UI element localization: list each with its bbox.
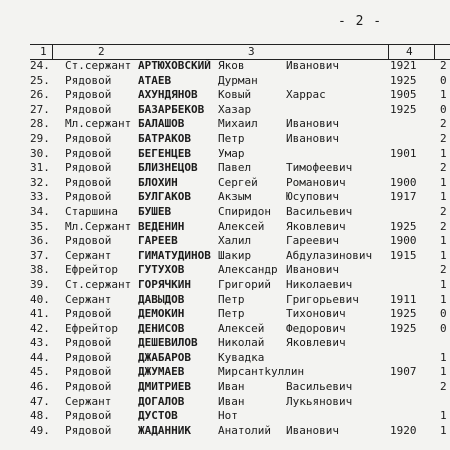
row-first-name: Кувадка [218, 350, 265, 364]
row-number: 24. [30, 59, 50, 72]
row-surname: ДУСТОВ [138, 409, 178, 423]
table-row [0, 248, 450, 263]
row-first-name: Петр [218, 307, 245, 321]
row-rank: Рядовой [65, 234, 112, 248]
row-rank: Старшина [65, 204, 118, 218]
row-number: 43. [30, 336, 50, 350]
row-first-name: Петр [218, 292, 245, 306]
row-surname: БАЗАРБЕКОВ [138, 102, 205, 116]
row-surname: ДМИТРИЕВ [138, 380, 191, 394]
row-surname: БУЛГАКОВ [138, 190, 191, 204]
row-rank: Рядовой [65, 102, 112, 116]
row-birth-year: 1915 [390, 248, 417, 262]
row-surname: ГАРЕЕВ [138, 234, 178, 248]
row-first-name: Александр [218, 263, 278, 277]
row-rank: Ефрейтор [65, 321, 118, 335]
row-number: 49. [30, 423, 50, 437]
row-rank: Мл.сержант [65, 117, 132, 131]
row-birth-year: 1925 [390, 321, 417, 335]
row-patronymic: Тимофеевич [286, 161, 353, 175]
row-rank: Рядовой [65, 307, 112, 321]
row-surname: ДАВЫДОВ [138, 292, 185, 306]
row-surname: БАЛАШОВ [138, 117, 185, 131]
row-number: 44. [30, 350, 50, 364]
row-rank: Рядовой [65, 350, 112, 364]
row-birth-year: 1925 [390, 73, 417, 87]
row-surname: БЛОХИН [138, 175, 178, 189]
row-number: 25. [30, 73, 50, 87]
row-number: 31. [30, 161, 50, 175]
row-first-name: Михаил [218, 117, 258, 131]
row-last-column: 2 [440, 380, 447, 394]
header-col-4: 4 [406, 45, 413, 58]
row-last-column: 0 [440, 102, 447, 116]
row-last-column: 1 [440, 365, 447, 379]
row-birth-year: 1925 [390, 102, 417, 116]
table-row [0, 233, 450, 248]
row-rank: Мл.Сержант [65, 219, 132, 233]
row-rank: Ст.сержант [65, 277, 132, 291]
header-col-2: 2 [98, 45, 105, 58]
row-first-name: Шакир [218, 248, 252, 262]
row-birth-year: 1907 [390, 365, 417, 379]
row-patronymic: Юсупович [286, 190, 339, 204]
row-birth-year: 1911 [390, 292, 417, 306]
row-patronymic: Харрас [286, 88, 326, 102]
table-row [0, 116, 450, 131]
row-first-name: Халил [218, 234, 252, 248]
row-number: 35. [30, 219, 50, 233]
row-last-column: 1 [440, 423, 447, 437]
row-patronymic: Иванович [286, 117, 339, 131]
row-rank: Рядовой [65, 161, 112, 175]
row-surname: ГУТУХОВ [138, 263, 185, 277]
row-last-column: 2 [440, 117, 447, 131]
row-last-column: 1 [440, 88, 447, 102]
row-last-column: 1 [440, 350, 447, 364]
row-patronymic: Иванович [286, 263, 339, 277]
row-last-column: 1 [440, 234, 447, 248]
row-last-column: 0 [440, 307, 447, 321]
row-patronymic: Васильевич [286, 380, 353, 394]
table-row [0, 423, 450, 438]
row-first-name: Павел [218, 161, 252, 175]
row-surname: ДЕМОКИН [138, 307, 185, 321]
row-surname: ГИМАТУДИНОВ [138, 248, 211, 262]
table-row [0, 87, 450, 102]
row-last-column: 2 [440, 59, 447, 72]
row-first-name: Иван [218, 394, 245, 408]
table-row [0, 146, 450, 161]
table-row [0, 292, 450, 307]
row-patronymic: Федорович [286, 321, 346, 335]
row-rank: Рядовой [65, 88, 112, 102]
table-row [0, 277, 450, 292]
row-rank: Ст.сержант [65, 59, 132, 72]
row-birth-year: 1920 [390, 423, 417, 437]
row-birth-year: 1900 [390, 175, 417, 189]
row-number: 48. [30, 409, 50, 423]
row-patronymic: Иванович [286, 59, 339, 72]
row-surname: АХУНДЯНОВ [138, 88, 198, 102]
row-number: 28. [30, 117, 50, 131]
page-number: - 2 - [338, 14, 383, 29]
row-number: 37. [30, 248, 50, 262]
row-number: 32. [30, 175, 50, 189]
row-birth-year: 1921 [390, 59, 417, 72]
row-first-name: Спиридон [218, 204, 271, 218]
row-surname: БЕГЕНЦЕВ [138, 146, 191, 160]
row-patronymic: Абдулазинович [286, 248, 373, 262]
row-surname: ДЖУМАЕВ [138, 365, 185, 379]
row-patronymic: Лукьянович [286, 394, 353, 408]
row-surname: БЛИЗНЕЦОВ [138, 161, 198, 175]
row-patronymic: Иванович [286, 131, 339, 145]
row-number: 41. [30, 307, 50, 321]
row-number: 40. [30, 292, 50, 306]
row-first-name: Яков [218, 59, 245, 72]
table-row [0, 379, 450, 394]
table-row [0, 321, 450, 336]
row-surname: ЖАДАННИК [138, 423, 191, 437]
row-first-name: Дурман [218, 73, 258, 87]
row-first-name: Николай [218, 336, 265, 350]
table-row [0, 175, 450, 190]
table-row [0, 160, 450, 175]
header-col-3: 3 [248, 45, 255, 58]
row-last-column: 0 [440, 321, 447, 335]
table-body [0, 58, 450, 437]
row-number: 36. [30, 234, 50, 248]
table-row [0, 408, 450, 423]
table-row [0, 350, 450, 365]
row-first-name: Алексей [218, 219, 265, 233]
row-number: 46. [30, 380, 50, 394]
table-row [0, 102, 450, 117]
row-first-name: Петр [218, 131, 245, 145]
table-row [0, 306, 450, 321]
row-surname: АТАЕВ [138, 73, 172, 87]
row-rank: Ефрейтор [65, 263, 118, 277]
row-patronymic: Гареевич [286, 234, 339, 248]
row-surname: БУШЕВ [138, 204, 172, 218]
row-number: 47. [30, 394, 50, 408]
header-separator [434, 45, 435, 59]
row-birth-year: 1901 [390, 146, 417, 160]
row-rank: Рядовой [65, 365, 112, 379]
row-birth-year: 1925 [390, 307, 417, 321]
row-patronymic: Васильевич [286, 204, 353, 218]
row-surname: ВЕДЕНИН [138, 219, 185, 233]
row-last-column: 1 [440, 409, 447, 423]
table-row [0, 262, 450, 277]
table-row [0, 131, 450, 146]
header-col-1: 1 [40, 45, 47, 58]
row-last-column: 1 [440, 292, 447, 306]
row-rank: Рядовой [65, 409, 112, 423]
row-number: 39. [30, 277, 50, 291]
row-last-column: 1 [440, 146, 447, 160]
row-surname: БАТРАКОВ [138, 131, 191, 145]
row-patronymic: Иванович [286, 423, 339, 437]
row-first-name: Ковый [218, 88, 252, 102]
row-number: 29. [30, 131, 50, 145]
header-separator [52, 45, 53, 59]
row-first-name: Нот [218, 409, 238, 423]
row-patronymic: Григорьевич [286, 292, 359, 306]
row-rank: Рядовой [65, 190, 112, 204]
row-last-column: 2 [440, 263, 447, 277]
row-rank: Рядовой [65, 380, 112, 394]
row-first-name: Умар [218, 146, 245, 160]
row-first-name: Григорий [218, 277, 271, 291]
row-number: 27. [30, 102, 50, 116]
table-row [0, 219, 450, 234]
row-surname: ДЖАБАРОВ [138, 350, 191, 364]
row-first-name: Сергей [218, 175, 258, 189]
row-last-column: 2 [440, 161, 447, 175]
row-number: 34. [30, 204, 50, 218]
table-row [0, 73, 450, 88]
row-number: 38. [30, 263, 50, 277]
header-separator [388, 45, 389, 59]
row-rank: Сержант [65, 248, 112, 262]
row-surname: ГОРЯЧКИН [138, 277, 191, 291]
row-number: 30. [30, 146, 50, 160]
row-rank: Рядовой [65, 423, 112, 437]
row-rank: Рядовой [65, 336, 112, 350]
table-row [0, 58, 450, 73]
row-number: 42. [30, 321, 50, 335]
row-surname: ДЕНИСОВ [138, 321, 185, 335]
row-number: 26. [30, 88, 50, 102]
row-birth-year: 1925 [390, 219, 417, 233]
row-surname: АРТЮХОВСКИЙ [138, 59, 211, 72]
row-last-column: 2 [440, 131, 447, 145]
row-birth-year: 1905 [390, 88, 417, 102]
row-rank: Сержант [65, 292, 112, 306]
row-birth-year: 1900 [390, 234, 417, 248]
row-first-name: Иван [218, 380, 245, 394]
row-surname: ДОГАЛОВ [138, 394, 185, 408]
row-first-name: Анатолий [218, 423, 271, 437]
row-first-name: Акзым [218, 190, 252, 204]
row-last-column: 2 [440, 219, 447, 233]
row-first-name: Алексей [218, 321, 265, 335]
row-patronymic: Тихонович [286, 307, 346, 321]
row-last-column: 1 [440, 175, 447, 189]
row-last-column: 1 [440, 190, 447, 204]
row-patronymic: Николаевич [286, 277, 353, 291]
row-first-name: Мирсантkуллин [218, 365, 305, 379]
row-rank: Рядовой [65, 146, 112, 160]
row-last-column: 2 [440, 204, 447, 218]
row-rank: Рядовой [65, 131, 112, 145]
row-first-name: Хазар [218, 102, 252, 116]
table-row [0, 335, 450, 350]
table-row [0, 394, 450, 409]
row-birth-year: 1917 [390, 190, 417, 204]
table-row [0, 204, 450, 219]
table-row [0, 189, 450, 204]
row-patronymic: Яковлевич [286, 219, 346, 233]
row-number: 33. [30, 190, 50, 204]
row-last-column: 1 [440, 277, 447, 291]
row-last-column: 1 [440, 248, 447, 262]
row-patronymic: Яковлевич [286, 336, 346, 350]
row-rank: Рядовой [65, 73, 112, 87]
table-row [0, 364, 450, 379]
row-rank: Сержант [65, 394, 112, 408]
row-last-column: 0 [440, 73, 447, 87]
row-rank: Рядовой [65, 175, 112, 189]
row-number: 45. [30, 365, 50, 379]
row-patronymic: Романович [286, 175, 346, 189]
row-surname: ДЕШЕВИЛОВ [138, 336, 198, 350]
